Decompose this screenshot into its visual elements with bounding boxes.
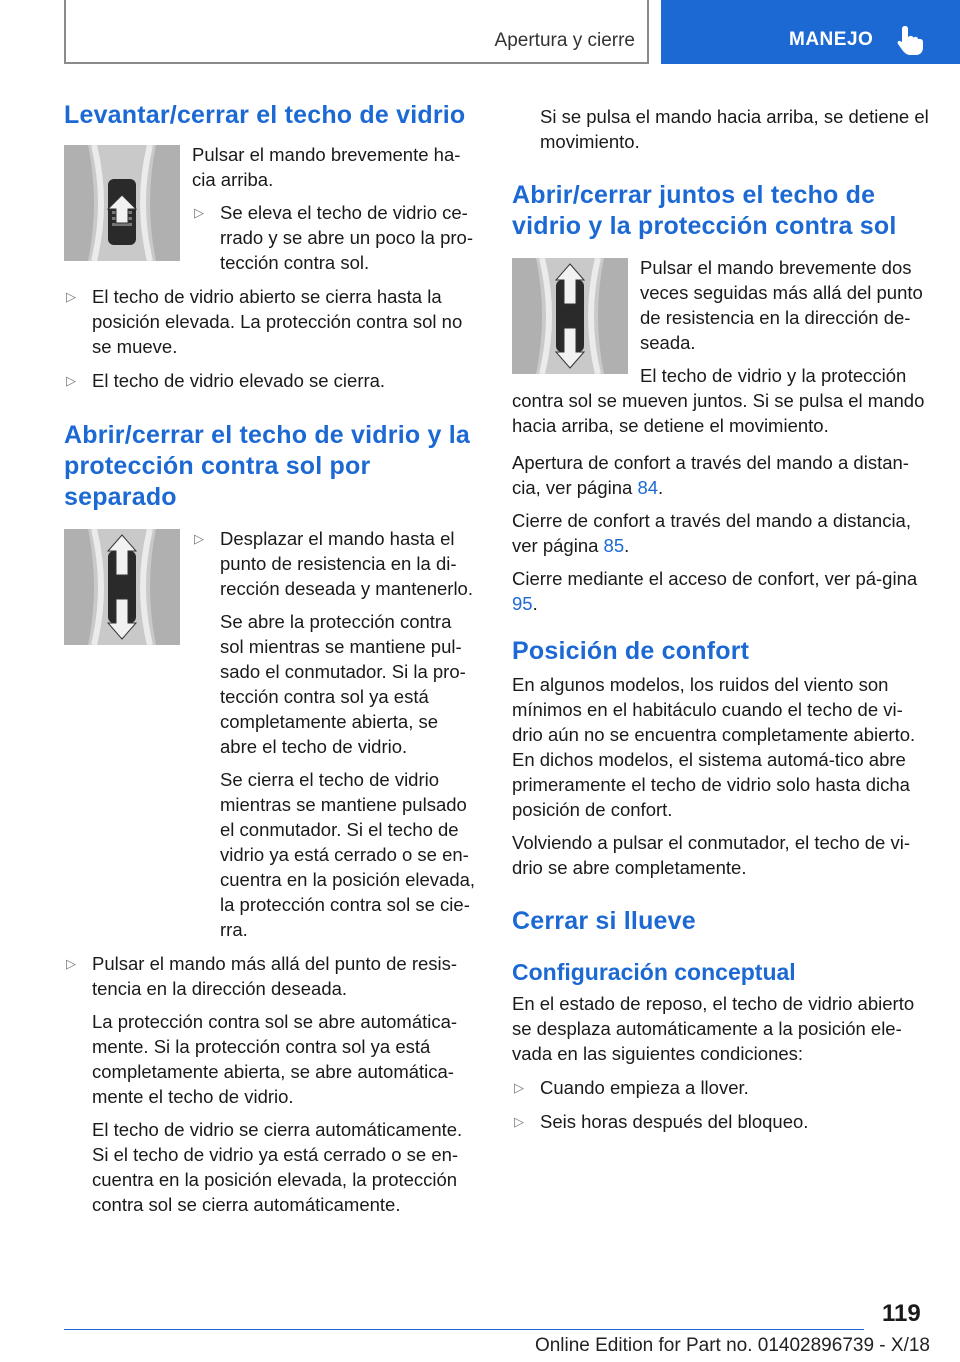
page-number: 119 [882,1300,921,1327]
text-auto-close: El techo de vidrio se cierra automáticamente. Si el techo de vidrio ya está cerrado o se en-cuentra en la posición elevada, la protección contra sol se cierra automáticamente. [92,1119,463,1215]
text-open-fully: Volviendo a pulsar el conmutador, el techo de vi-drio se abre completamente. [512,832,910,878]
bullet-item [512,1109,930,1134]
chapter-tab-label: MANEJO [789,29,874,50]
text-comfort-open-remote: Apertura de confort a través del mando a distan-cia, ver página 84. [512,452,909,498]
switch-updown-illustration [64,529,180,645]
heading-raise-close: Levantar/cerrar el techo de vidrio [64,101,466,129]
header-section-box [64,0,649,64]
text-move-together: El techo de vidrio y la protección contra sol se mueven juntos. Si se pulsa el mando hacia arriba, se detiene el movimiento. [512,365,925,436]
bullet-text: Pulsar el mando más allá del punto de resis-tencia en la dirección deseada. [92,953,458,999]
bullet-item [192,526,480,601]
bullet-text: Desplazar el mando hasta el punto de resistencia en la di-rección deseada y mantenerlo. [220,528,473,599]
bullet-text: Se eleva el techo de vidrio ce-rrado y se abre un poco la pro-tección contra sol. [220,202,473,273]
triangle-bullet-icon: ▷ [66,956,76,971]
heading-comfort-position: Posición de confort [512,637,750,665]
bullet-item [64,951,480,1001]
left-column [64,100,480,1217]
right-column [512,100,930,1134]
triangle-bullet-icon: ▷ [514,1114,524,1129]
heading-together: Abrir/cerrar juntos el techo de vidrio y la protección contra sol [512,181,897,240]
triangle-bullet-icon: ▷ [194,531,204,546]
heading-separately: Abrir/cerrar el techo de vidrio y la protección contra sol por separado [64,421,470,511]
bullet-item [64,368,480,393]
bullet-text: Cuando empieza a llover. [540,1077,749,1098]
bullet-item [192,200,480,275]
text-press-briefly: Pulsar el mando brevemente ha-cia arriba. [192,144,461,190]
page-link-95[interactable]: 95 [512,593,533,614]
text-auto-open: La protección contra sol se abre automática-mente. Si la protección contra sol ya está completamente abierta, se abre automática-mente el techo de vidrio. [92,1011,458,1107]
hand-pointer-icon [895,24,925,56]
edition-note: Online Edition for Part no. 01402896739 - X/18 [534,1335,930,1356]
heading-close-if-rain: Cerrar si llueve [512,907,696,935]
switch-up-illustration [64,145,180,261]
text-stop-movement: Si se pulsa el mando hacia arriba, se detiene el movimiento. [540,106,929,152]
text-open-sunshade: Se abre la protección contra sol mientras se mantiene pul-sado el conmutador. Si la pro-tección contra sol ya está completamente abierta, se abre el techo de vidrio. [220,611,466,757]
text-press-twice: Pulsar el mando brevemente dos veces seguidas más allá del punto de resistencia en la dirección de-seada. [640,257,923,353]
bullet-text: El techo de vidrio elevado se cierra. [92,370,386,391]
bullet-text: El techo de vidrio abierto se cierra hasta la posición elevada. La protección contra sol no se mueve. [92,286,463,357]
chapter-tab[interactable] [661,0,960,64]
text-comfort-close-remote: Cierre de confort a través del mando a distancia, ver página 85. [512,510,911,556]
bullet-item [512,1075,930,1100]
triangle-bullet-icon: ▷ [66,289,76,304]
text-comfort-access: Cierre mediante el acceso de confort, ver pá-gina 95. [512,568,918,614]
footer-divider [64,1329,864,1330]
text-rest-state: En el estado de reposo, el techo de vidrio abierto se desplaza automáticamente a la posición ele-vada en las siguientes condiciones: [512,993,915,1064]
page-link-84[interactable]: 84 [637,477,659,498]
triangle-bullet-icon: ▷ [514,1080,524,1095]
triangle-bullet-icon: ▷ [66,373,76,388]
bullet-item [64,284,480,359]
text-close-glass-roof: Se cierra el techo de vidrio mientras se mantiene pulsado el conmutador. Si el techo de vidrio ya está cerrado o se en-cuentra en la posición elevada, la protección contra sol se cie-rra. [220,769,476,940]
section-title: Apertura y cierre [494,30,635,51]
bullet-text: Seis horas después del bloqueo. [540,1111,809,1132]
triangle-bullet-icon: ▷ [194,205,204,220]
subheading-concept: Configuración conceptual [512,959,796,985]
switch-updown-illustration [512,258,628,374]
page-link-85[interactable]: 85 [603,535,625,556]
text-comfort-position: En algunos modelos, los ruidos del viento son mínimos en el habitáculo cuando el techo de vi-drio aún no se encuentra completamente abierto. En dichos modelos, el sistema automá-tico abre primeramente el techo de vidrio solo hasta dicha posición de confort. [512,674,916,820]
